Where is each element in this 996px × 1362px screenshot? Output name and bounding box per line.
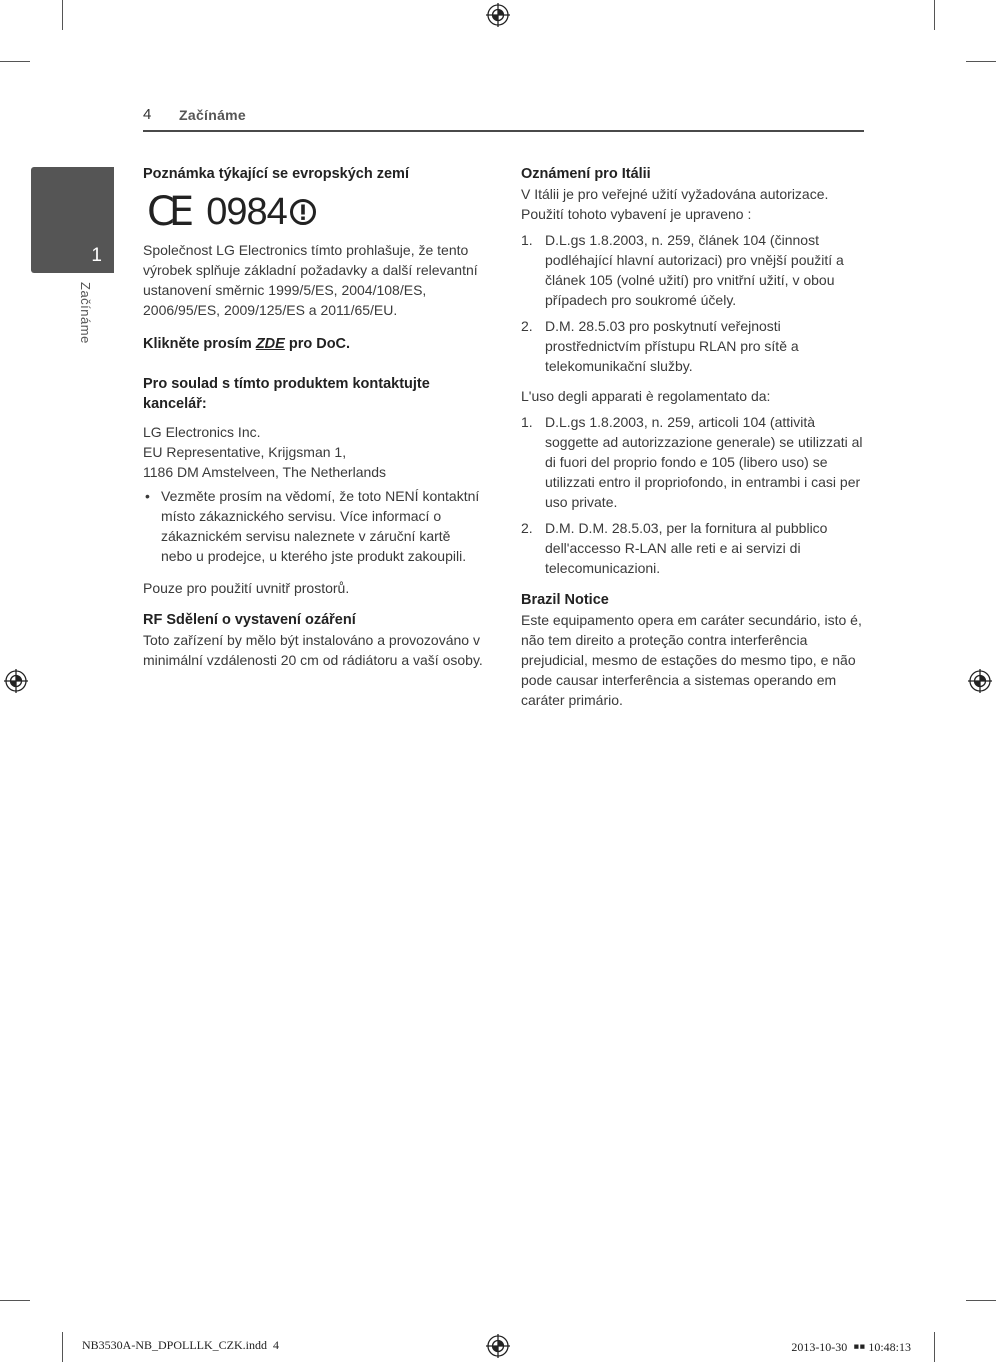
list-item: 2. D.M. 28.5.03 pro poskytnutí veřejnosti prostřednictvím přístupu RLAN pro sítě a telekomunikační služby. (521, 318, 799, 374)
crop-mark (62, 1332, 63, 1362)
chapter-label-text: Začínáme (78, 282, 93, 344)
crop-mark (966, 61, 996, 62)
address-line: LG Electronics Inc. (143, 424, 261, 440)
footer-timestamp (791, 1338, 911, 1355)
address-line: EU Representative, Krijgsman 1, (143, 444, 347, 460)
brazil-heading: Brazil Notice (521, 592, 609, 608)
chapter-label (73, 282, 99, 362)
italy-it-list (521, 412, 866, 578)
registration-mark-icon (4, 669, 28, 693)
right-column (521, 164, 866, 710)
footer-date: 2013-10-30 (791, 1340, 848, 1354)
footer-file (82, 1338, 279, 1353)
italy-intro: V Itálii je pro veřejné užití vyžadována autorizace. Použití tohoto vybavení je upraveno : (521, 186, 829, 222)
crop-mark (966, 1300, 996, 1301)
list-item: 1. D.L.gs 1.8.2003, n. 259, článek 104 (činnost podléhající hlavní autorizaci) pro vnější použití a článek 105 (volné užití) pro vnitřní užití, v obou případech pro soukromé účely. (521, 232, 844, 308)
registration-mark-icon (486, 3, 510, 27)
eu-heading: Poznámka týkající se evropských zemí (143, 166, 409, 182)
italy-heading: Oznámení pro Itálii (521, 166, 651, 182)
chapter-number: 1 (91, 245, 102, 266)
address-line: 1186 DM Amstelveen, The Netherlands (143, 464, 387, 480)
italy-it-intro: L'uso degli apparati è regolamentato da: (521, 388, 771, 404)
declaration-text: Společnost LG Electronics tímto prohlašuje, že tento výrobek splňuje základní požadavky a další relevantní ustanovení směrnic 1999/5/ES, 2004/108/ES, 2006/95/ES, 2009/125/ES a 2011/65/EU. (143, 242, 478, 318)
page-number: 4 (143, 106, 152, 123)
section-title: Začínáme (179, 107, 246, 123)
alert-circle-icon (289, 198, 317, 226)
italy-cz-list (521, 230, 866, 376)
contact-heading: Pro soulad s tímto produktem kontaktujte kancelář: (143, 376, 430, 412)
registration-mark-icon (486, 1334, 510, 1358)
doc-link-line (143, 334, 483, 354)
footer-time: 10:48:13 (868, 1340, 911, 1354)
crop-mark (0, 1300, 30, 1301)
chapter-tab (31, 167, 114, 273)
doc-link-before: Klikněte prosím (143, 336, 256, 352)
page-header (143, 104, 864, 132)
ce-logo-icon: CE (147, 189, 189, 235)
doc-link-after: pro DoC. (284, 336, 351, 352)
rf-heading: RF Sdělení o vystavení ozáření (143, 612, 356, 628)
list-item: • Vezměte prosím na vědomí, že toto NENÍ kontaktní místo zákaznického servisu. Více informací o zákaznickém servisu naleznete v záruční kartě nebo u prodejce, u kterého jste produkt zakoupili. (143, 486, 483, 566)
crop-mark (934, 1332, 935, 1362)
ce-number: 0984 (206, 191, 287, 233)
rf-text: Toto zařízení by mělo být instalováno a provozováno v minimální vzdálenosti 20 cm od rádiátoru a vaší osoby. (143, 632, 483, 668)
ce-marking (143, 190, 483, 234)
crop-mark (934, 0, 935, 30)
footer-page: 4 (273, 1338, 279, 1352)
footer-filename: NB3530A-NB_DPOLLLK_CZK.indd (82, 1338, 267, 1352)
left-column (143, 164, 483, 670)
brazil-text: Este equipamento opera em caráter secundário, isto é, não tem direito a proteção contra interferência prejudicial, mesmo de estações do mesmo tipo, e não pode causar interferência a sistemas operando em caráter primário. (521, 612, 862, 708)
indoor-use-text: Pouze pro použití uvnitř prostorů. (143, 580, 350, 596)
footer-mark: ￭￭ (853, 1340, 866, 1354)
notice-list (143, 486, 483, 566)
crop-mark (62, 0, 63, 30)
list-item: 2. D.M. D.M. 28.5.03, per la fornitura al pubblico dell'accesso R-LAN alle reti e ai servizi di telecomunicazioni. (521, 520, 828, 576)
crop-mark (0, 61, 30, 62)
list-item: 1. D.L.gs 1.8.2003, n. 259, articoli 104 (attività soggette ad autorizzazione generale) se utilizzati al di fuori del proprio fondo e 105 (libero uso) se utilizzati entro il propriofondo, in entrambi i casi per uso private. (521, 414, 863, 510)
doc-link[interactable]: ZDE (255, 336, 285, 352)
registration-mark-icon (968, 669, 992, 693)
